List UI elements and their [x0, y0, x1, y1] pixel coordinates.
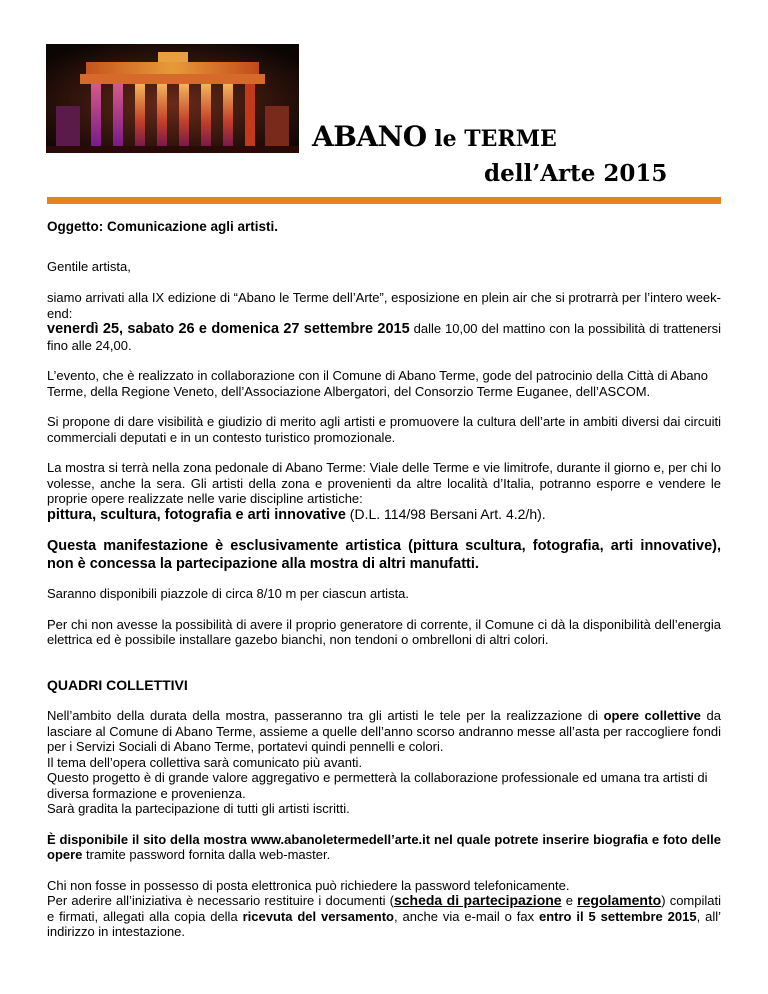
gate-illustration	[46, 44, 299, 153]
join-deadline: entro il 5 settembre 2015	[538, 908, 697, 924]
join-text-c: , anche via e-mail o fax	[394, 908, 539, 924]
join-receipt: ricevuta del versamento	[242, 908, 394, 924]
join-text-a: Per aderire all’iniziativa è necessario restituire i documenti (	[47, 893, 394, 908]
website-rest: tramite password fornita dalla web-master.	[82, 847, 331, 862]
location-text: La mostra si terrà nella zona pedonale di Abano Terme: Viale delle Terme e vie limitrofe, durante il giorno e, per chi lo volesse, anche la sera. Gli artisti della zona e provenienti da altre località d’Italia, potranno esporre e vendere le proprie opere realizzate nelle varie discipline artistiche:	[47, 460, 721, 506]
title-abano: ABANO	[312, 120, 427, 153]
collective-theme: Il tema dell’opera collettiva sarà comunicato più avanti.	[47, 754, 363, 770]
letter-body	[47, 219, 721, 940]
join-text-e: e	[561, 893, 578, 908]
paragraph-join	[47, 893, 721, 940]
collective-text-b: da lasciare al Comune di Abano Terme, assieme a quelle dell’anno scorso andranno messe all’asta per raccogliere fondi per i Servizi Sociali di Abano Terme, portatevi quindi pennelli e colori.	[47, 708, 721, 754]
intro-text: siamo arrivati alla IX edizione di “Abano le Terme dell’Arte”, esposizione en plein air che si protrarrà per l’intero week-end:	[47, 290, 721, 321]
header-title-line-2: dell’Arte 2015	[484, 160, 668, 187]
title-le-terme: le TERME	[426, 126, 557, 152]
paragraph-location	[47, 460, 721, 523]
join-text-d: , all’ indirizzo in intestazione.	[47, 908, 721, 939]
collective-value: Questo progetto è di grande valore aggregativo e permetterà la collaborazione professionale ed umana tra artisti di diversa formazione e provenienza.	[47, 770, 708, 801]
website-bold: È disponibile il sito della mostra www.abanoletermedell’arte.it nel quale potrete inserire biografia e foto delle opere	[47, 831, 721, 862]
collective-works-bold: opere collettive	[603, 708, 701, 723]
header-divider	[47, 197, 721, 204]
paragraph-intro	[47, 290, 721, 353]
paragraph-pitches: Saranno disponibili piazzole di circa 8/10 m per ciascun artista.	[47, 586, 410, 601]
header-photo-gate	[46, 44, 299, 153]
link-scheda-partecipazione[interactable]: scheda di partecipazione	[393, 892, 562, 908]
section-title-quadri-collettivi: QUADRI COLLETTIVI	[47, 676, 188, 693]
disciplines: pittura, scultura, fotografia e arti innovative	[47, 506, 346, 523]
paragraph-patronage: L’evento, che è realizzato in collaborazione con il Comune di Abano Terme, gode del patrocinio della Città di Abano Terme, della Regione Veneto, dell’Associazione Albergatori, del Consorzio Terme Euganee, dell’ASCOM.	[47, 368, 709, 399]
link-regolamento[interactable]: regolamento	[577, 892, 662, 908]
event-dates: venerdì 25, sabato 26 e domenica 27 settembre 2015	[47, 321, 410, 337]
paragraph-aims: Si propone di dare visibilità e giudizio di merito agli artisti e promuovere la cultura dell’arte in ambiti diversi dai circuiti commerciali deputati e in un contesto turistico promozionale.	[47, 414, 721, 445]
paragraph-website	[47, 832, 721, 863]
header-title-line-1	[312, 120, 557, 153]
event-times: dalle 10,00 del mattino con la possibilità di trattenersi fino alle 24,00.	[47, 321, 721, 353]
letter-subject: Oggetto: Comunicazione agli artisti.	[47, 219, 279, 234]
paragraph-collective-works	[47, 708, 721, 755]
paragraph-electricity: Per chi non avesse la possibilità di avere il proprio generatore di corrente, il Comune ci dà la disponibilità dell’energia elettrica ed è possibile installare gazebo bianchi, non tendoni o ombrelloni di altri colori.	[47, 616, 721, 647]
join-text-b: ) compilati e firmati, allegati alla copia della	[47, 893, 721, 924]
letter-greeting: Gentile artista,	[47, 258, 131, 274]
artistic-notice: Questa manifestazione è esclusivamente artistica (pittura scultura, fotografia, arti innovative), non è concessa la partecipazione alla mostra di altri manufatti.	[47, 538, 721, 572]
paragraph-email: Chi non fosse in possesso di posta elettronica può richiedere la password telefonicamente.	[47, 877, 570, 893]
collective-text-a: Nell’ambito della durata della mostra, passeranno tra gli artisti le tele per la realizzazione di	[47, 708, 604, 723]
collective-participation: Sarà gradita la partecipazione di tutti gli artisti iscritti.	[47, 801, 350, 816]
disciplines-law-ref: (D.L. 114/98 Bersani Art. 4.2/h).	[345, 505, 546, 522]
